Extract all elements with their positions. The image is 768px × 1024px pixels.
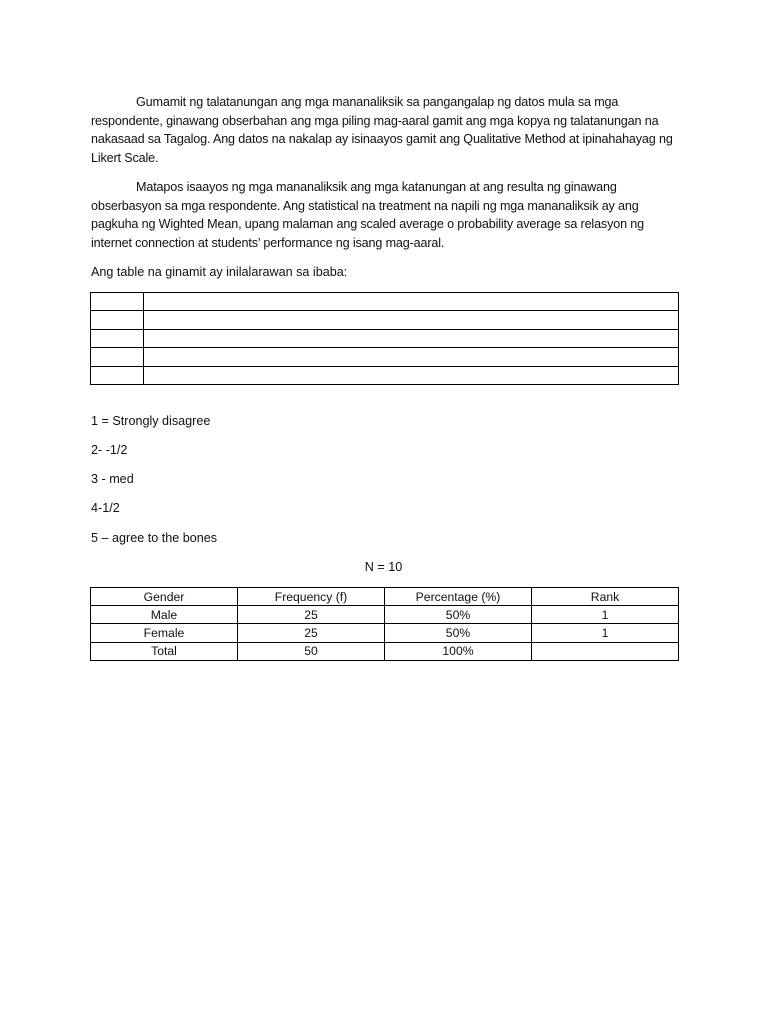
scale-item-3: 3 - med — [91, 472, 134, 486]
blank-cell — [91, 329, 144, 347]
sample-size-label: N = 10 — [364, 560, 403, 574]
cell-rank: 1 — [532, 606, 679, 624]
cell-rank: 1 — [532, 624, 679, 642]
scale-item-4: 4-1/2 — [91, 501, 120, 515]
cell-gender: Male — [91, 606, 238, 624]
cell-frequency: 25 — [238, 624, 385, 642]
scale-item-2: 2- -1/2 — [91, 443, 128, 457]
blank-cell — [144, 329, 679, 347]
gender-table — [90, 587, 679, 661]
blank-cell — [144, 366, 679, 384]
blank-table-row — [91, 293, 679, 311]
cell-frequency: 50 — [238, 642, 385, 660]
blank-cell — [144, 348, 679, 366]
scale-item-5: 5 – agree to the bones — [91, 531, 218, 545]
cell-frequency: 25 — [238, 606, 385, 624]
table-header-row — [91, 588, 679, 606]
blank-table-row — [91, 329, 679, 347]
blank-cell — [144, 311, 679, 329]
header-gender: Gender — [91, 588, 238, 606]
scale-item-1: 1 = Strongly disagree — [91, 414, 211, 428]
blank-table — [90, 292, 679, 385]
blank-table-row — [91, 366, 679, 384]
blank-table-row — [91, 348, 679, 366]
cell-percentage: 50% — [385, 624, 532, 642]
blank-cell — [91, 311, 144, 329]
blank-cell — [91, 293, 144, 311]
header-percentage: Percentage (%) — [385, 588, 532, 606]
table-row — [91, 606, 679, 624]
cell-rank — [532, 642, 679, 660]
header-rank: Rank — [532, 588, 679, 606]
blank-cell — [91, 366, 144, 384]
cell-gender: Total — [91, 642, 238, 660]
cell-gender: Female — [91, 624, 238, 642]
blank-cell — [91, 348, 144, 366]
blank-table-row — [91, 311, 679, 329]
paragraph-1: Gumamit ng talatanungan ang mga mananaliksik sa pangangalap ng datos mula sa mga respondente, ginawang obserbahan ang mga piling mag-aaral gamit ang mga kopya ng talatanungan na nakasaad sa Tagalog. Ang datos na nakalap ay isinaayos gamit ang Qualitative Method at ipinahahayag ng Likert Scale. — [91, 95, 673, 166]
table-intro-text: Ang table na ginamit ay inilalarawan sa ibaba: — [91, 265, 348, 279]
blank-cell — [144, 293, 679, 311]
header-frequency: Frequency (f) — [238, 588, 385, 606]
cell-percentage: 100% — [385, 642, 532, 660]
paragraph-2: Matapos isaayos ng mga mananaliksik ang mga katanungan at ang resulta ng ginawang obserbasyon sa mga respondente. Ang statistical na treatment na napili ng mga mananaliksik ay ang pagkuha ng Wighted Mean, upang malaman ang scaled average o probability average sa relasyon ng internet connection at students’ performance ng isang mag-aaral. — [91, 180, 644, 251]
cell-percentage: 50% — [385, 606, 532, 624]
table-row — [91, 624, 679, 642]
table-row — [91, 642, 679, 660]
